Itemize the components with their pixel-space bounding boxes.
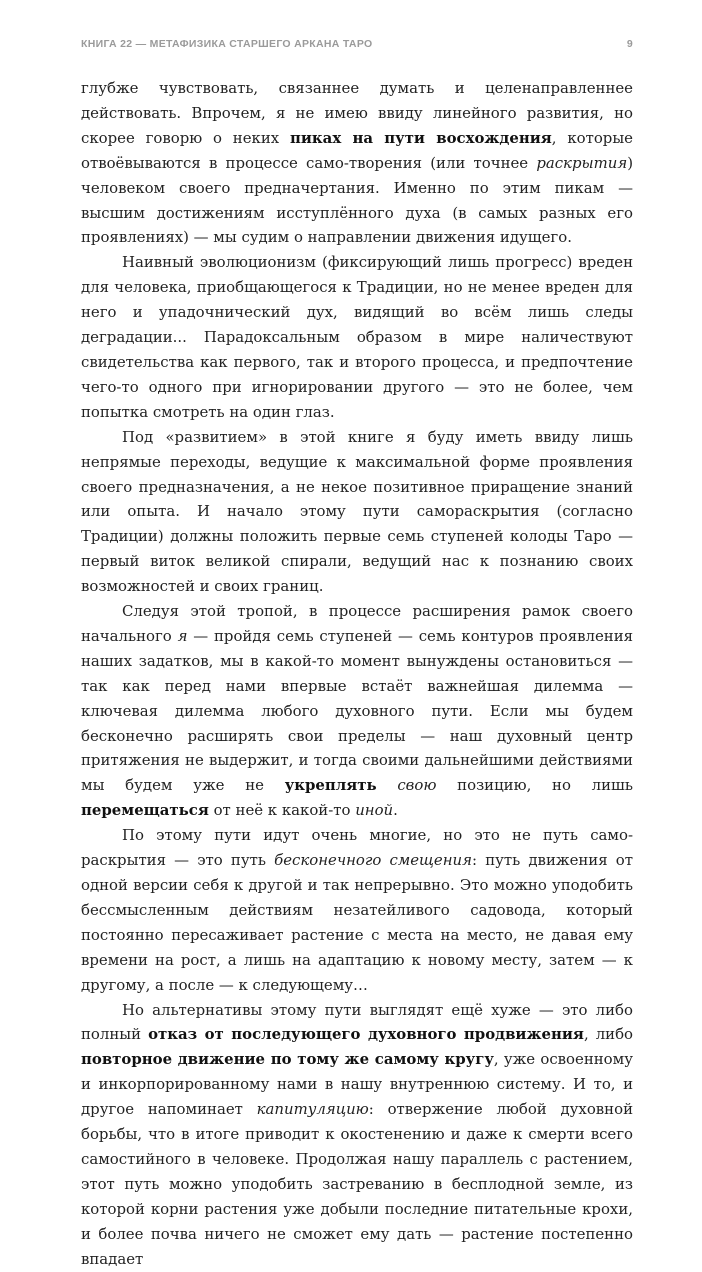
text-run: — пройдя семь ступеней — семь контуров проявления наших задатков, мы в какой-то момент вынуждены остановиться — так как перед нами впервые встаёт важнейшая дилемма — ключевая дилемма любого духовного пути. Если мы будем бесконечно расширять свои пределы — наш духовный центр притяжения не выдержит, и тогда своими дальнейшими действиями мы будем уже не xyxy=(81,626,634,795)
paragraph xyxy=(81,823,633,997)
bold-emphasis: укреплять xyxy=(284,776,377,795)
page-number: 9 xyxy=(626,38,633,50)
running-header xyxy=(81,36,633,58)
text-run: позицию, но лишь xyxy=(436,776,634,795)
italic-emphasis: я xyxy=(177,626,188,645)
text-run: от неё к какой-то xyxy=(208,801,356,820)
bold-emphasis: отказ от последующего духовного продвижения xyxy=(148,1025,584,1044)
italic-emphasis: капитуляцию xyxy=(256,1100,369,1119)
text-run: Наивный эволюционизм (фиксирующий лишь прогресс) вреден для человека, приобщающегося к Традиции, но не менее вреден для него и упадочнический дух, видящий во всём лишь следы деградации... Парадоксальным образом в мире наличествуют свидетельства как первого, так и второго процесса, и предпочтение чего-то одного при игнорировании другого — это не более, чем попытка смотреть на один глаз. xyxy=(81,253,633,421)
text-run: Следуя этой тропой, в процессе расширения рамок своего начального xyxy=(81,602,633,645)
text-run: , либо xyxy=(583,1025,634,1044)
bold-emphasis: повторное движение по тому же самому кругу xyxy=(81,1050,494,1069)
bold-emphasis: пиках на пути восхождения xyxy=(289,128,552,147)
paragraph xyxy=(81,250,633,424)
text-run: , которые отвоёвываются в процессе само-творения (или точнее xyxy=(81,128,633,172)
text-run: Но альтернативы этому пути выглядят ещё хуже — это либо полный xyxy=(81,1000,633,1044)
text-run: Под «развитием» в этой книге я буду иметь ввиду лишь непрямые переходы, ведущие к максимальной форме проявления своего предназначения, а не некое позитивное приращение знаний или опыта. И начало этому пути самораскрытия (согласно Традиции) должны положить первые семь ступеней колоды Таро — первый виток великой спирали, ведущий нас к познанию своих возможностей и своих границ. xyxy=(81,427,633,596)
italic-emphasis: иной xyxy=(355,801,394,820)
paragraph xyxy=(81,76,633,250)
text-run: , уже освоенному и инкорпорированному нами в нашу внутреннюю систему. И то, и другое напоминает xyxy=(81,1050,633,1119)
paragraph xyxy=(81,599,633,823)
italic-emphasis: бесконечного смещения xyxy=(274,851,473,870)
paragraph xyxy=(81,425,633,599)
running-title: КНИГА 22 — МЕТАФИЗИКА СТАРШЕГО АРКАНА ТАРО xyxy=(81,38,373,50)
paragraph xyxy=(81,998,633,1272)
text-run: По этому пути идут очень многие, но это не путь само-раскрытия — это путь xyxy=(81,826,633,870)
italic-emphasis: раскрытия xyxy=(536,153,628,172)
text-run: : путь движения от одной версии себя к другой и так непрерывно. Это можно уподобить бессмысленным действиям незатейливого садовода, который постоянно пересаживает растение с места на место, не давая ему времени на рост, а лишь на адаптацию к новому месту, затем — к другому, а после — к следующему… xyxy=(81,851,633,994)
italic-emphasis: свою xyxy=(397,776,437,795)
text-run: : отвержение любой духовной борьбы, что в итоге приводит к окостенению и даже к смерти всего самостийного в человеке. Продолжая нашу параллель с растением, этот путь можно уподобить застреванию в бесплодной земле, из которой корни растения уже добыли последние питательные крохи, и более почва ничего не сможет ему дать — растение постепенно впадает xyxy=(81,1100,633,1268)
body-text xyxy=(81,76,633,1272)
text-run xyxy=(377,776,398,794)
text-run: . xyxy=(393,801,398,820)
bold-emphasis: перемещаться xyxy=(81,801,209,820)
text-run: ) человеком своего предначертания. Именно по этим пикам — высшим достижениям исступлённого духа (в самых разных его проявлениях) — мы судим о направлении движения идущего. xyxy=(81,153,633,247)
text-run: глубже чувствовать, связаннее думать и целенаправленнее действовать. Впрочем, я не имею ввиду линейного развития, но скорее говорю о неких xyxy=(81,79,633,147)
